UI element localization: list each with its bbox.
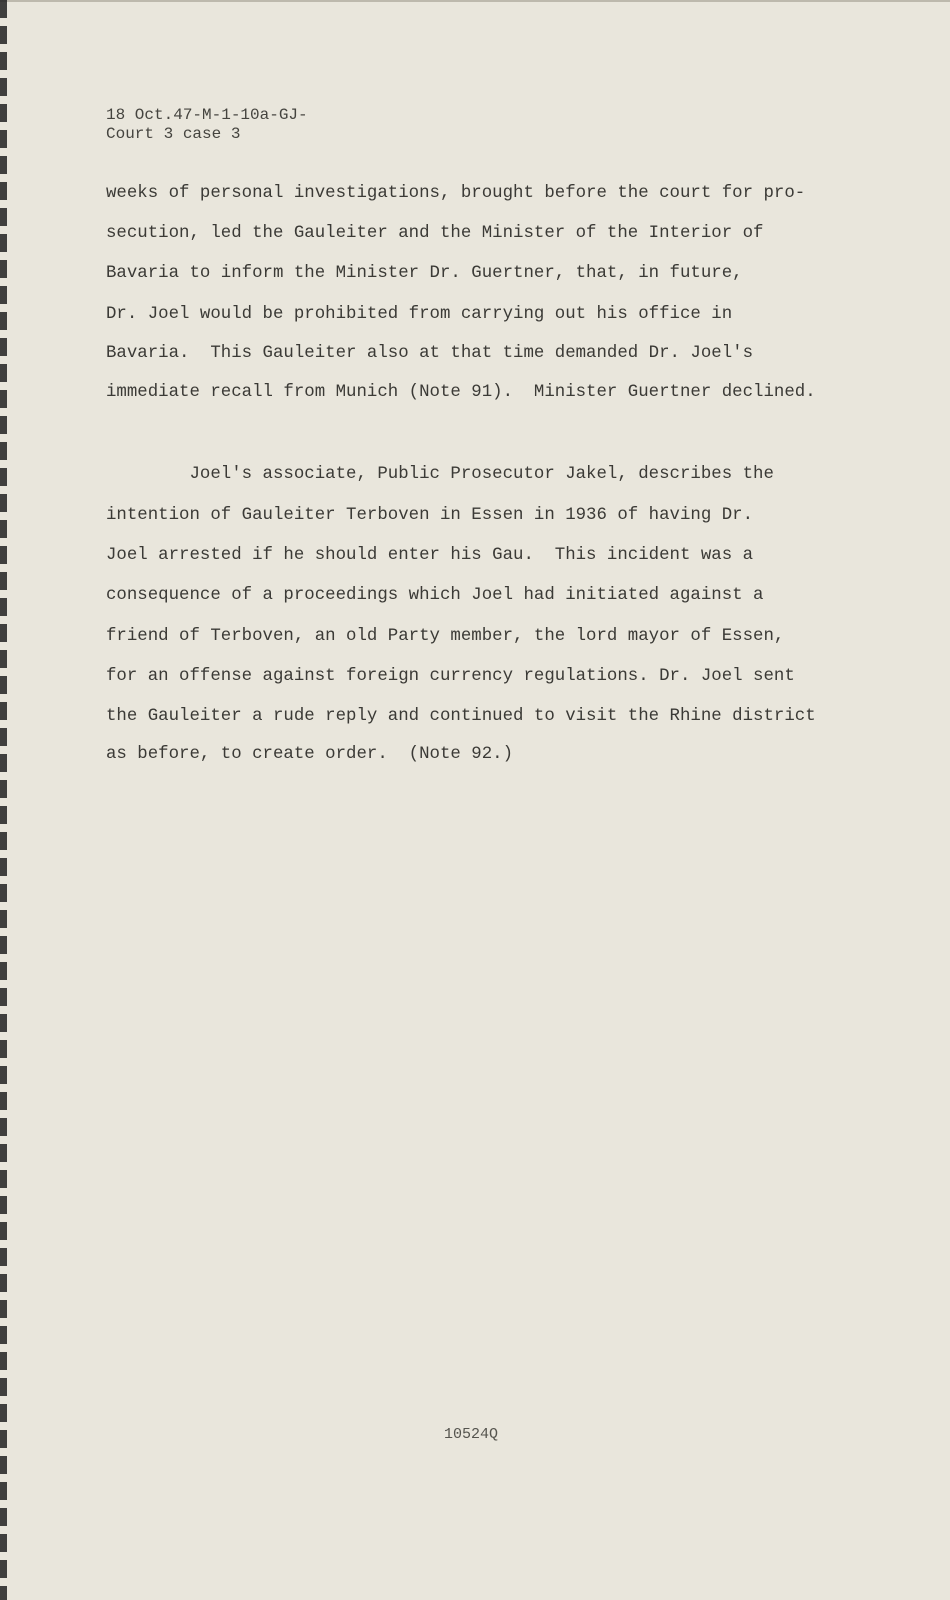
text-line: consequence of a proceedings which Joel had initiated against a xyxy=(106,586,764,605)
court-case-label: Court 3 case 3 xyxy=(106,125,241,143)
text-line: Bavaria. This Gauleiter also at that time demanded Dr. Joel's xyxy=(106,344,754,363)
text-line: immediate recall from Munich (Note 91). Minister Guertner declined. xyxy=(106,383,816,402)
text-line: secution, led the Gauleiter and the Minister of the Interior of xyxy=(106,224,764,243)
text-line: Joel arrested if he should enter his Gau. This incident was a xyxy=(106,546,754,565)
page-number: 10524Q xyxy=(444,1426,499,1443)
text-line: friend of Terboven, an old Party member, the lord mayor of Essen, xyxy=(106,627,785,646)
text-line: Joel's associate, Public Prosecutor Jakel, describes the xyxy=(106,465,774,484)
text-line: intention of Gauleiter Terboven in Essen in 1936 of having Dr. xyxy=(106,506,754,525)
page-top-border xyxy=(0,0,950,2)
text-line: the Gauleiter a rude reply and continued to visit the Rhine district xyxy=(106,707,816,726)
document-reference: 18 Oct.47-M-1-10a-GJ- xyxy=(106,106,308,124)
text-line: weeks of personal investigations, brought before the court for pro- xyxy=(106,184,806,203)
text-line: for an offense against foreign currency regulations. Dr. Joel sent xyxy=(106,667,795,686)
text-line: Dr. Joel would be prohibited from carrying out his office in xyxy=(106,305,733,324)
binding-edge xyxy=(0,0,7,1600)
text-line: as before, to create order. (Note 92.) xyxy=(106,745,514,764)
text-line: Bavaria to inform the Minister Dr. Guertner, that, in future, xyxy=(106,264,743,283)
